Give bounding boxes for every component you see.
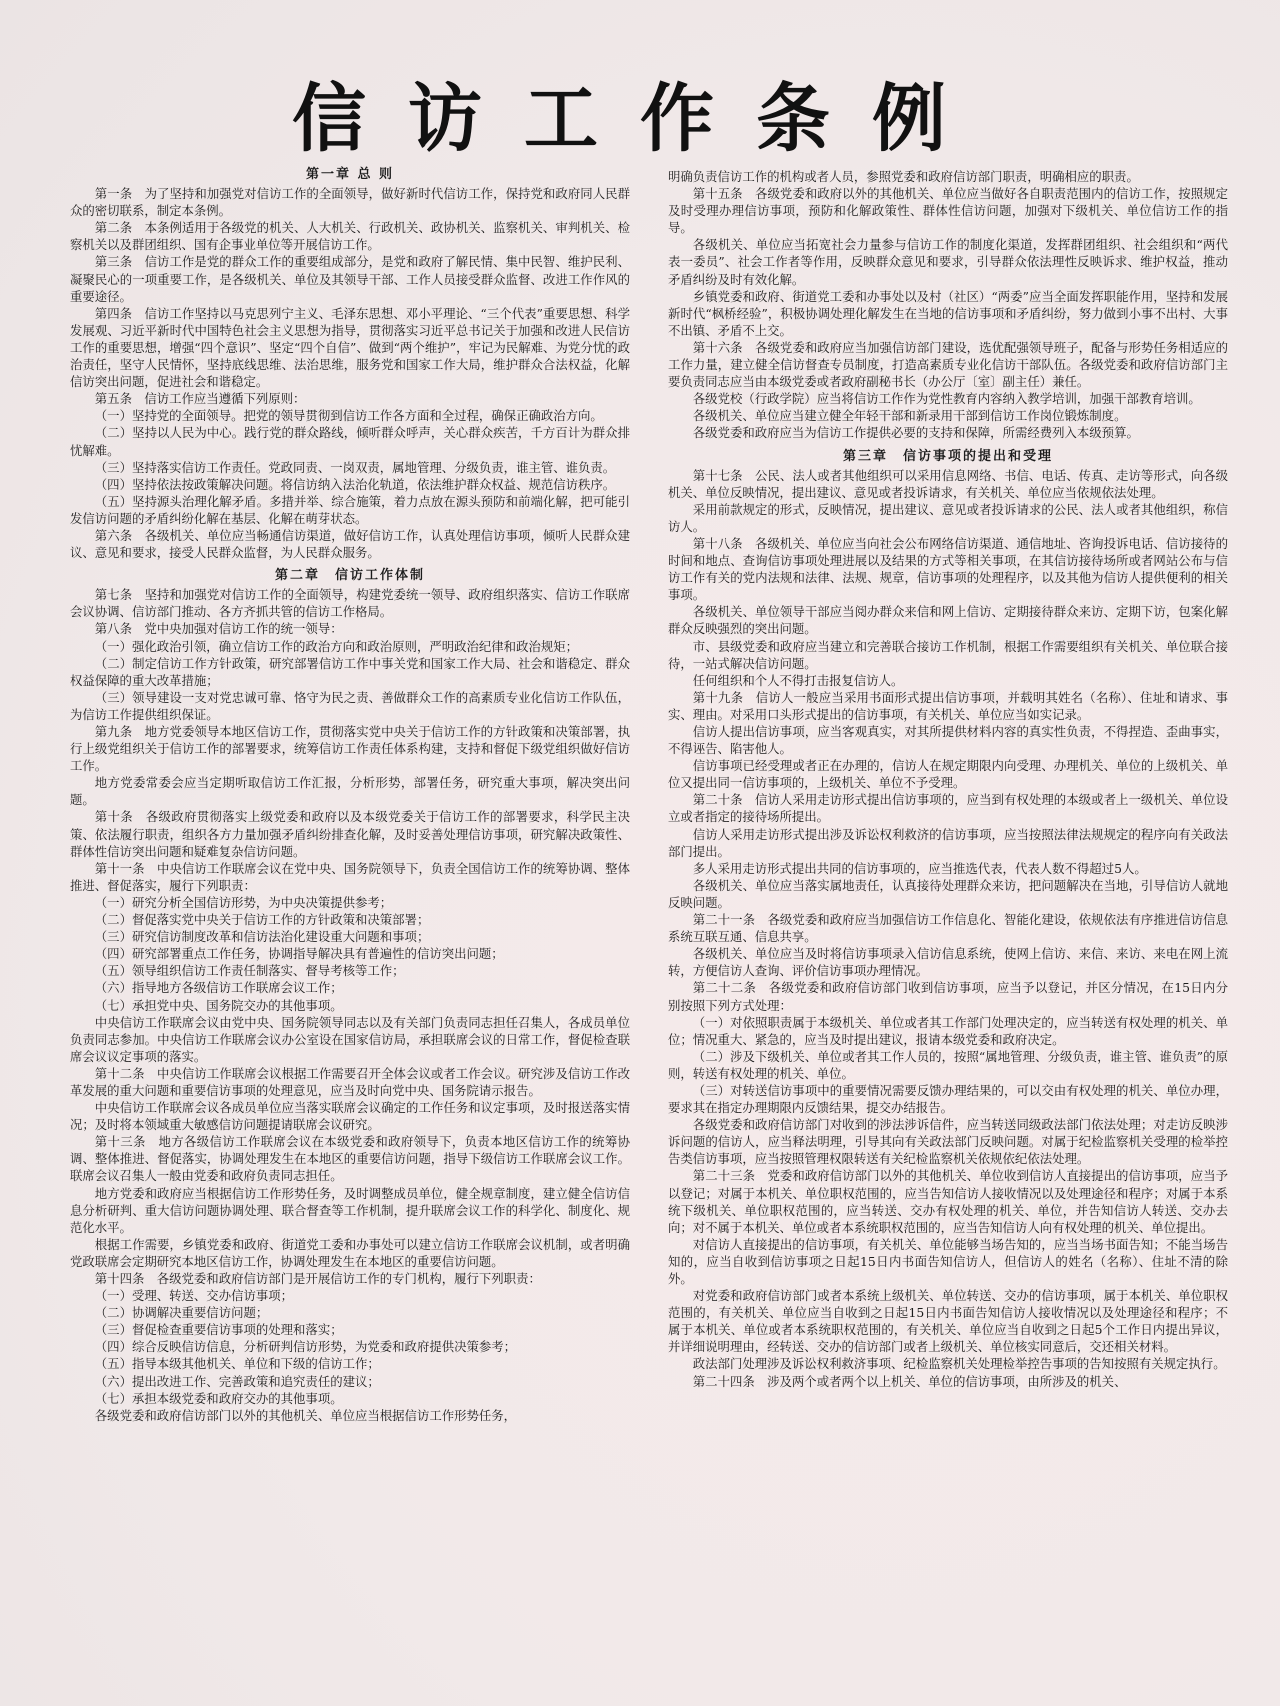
paragraph: 信访事项已经受理或者正在办理的，信访人在规定期限内向受理、办理机关、单位的上级机关、单位又提出同一信访事项的，上级机关、单位不予受理。 (668, 758, 1228, 791)
paragraph: 第十七条 公民、法人或者其他组织可以采用信息网络、书信、电话、传真、走访等形式，向各级机关、单位反映情况，提出建议、意见或者投诉请求，有关机关、单位应当依规依法处理。 (668, 467, 1228, 500)
list-item: （七）承担本级党委和政府交办的其他事项。 (94, 1390, 343, 1406)
paragraph: 采用前款规定的形式，反映情况，提出建议、意见或者投诉请求的公民、法人或者其他组织，称信访人。 (668, 501, 1228, 534)
paragraph: 第二十一条 各级党委和政府应当加强信访工作信息化、智能化建设，依规依法有序推进信访信息系统互联互通、信息共享。 (668, 912, 1228, 945)
paragraph: 各级机关、单位应当拓宽社会力量参与信访工作的制度化渠道，发挥群团组织、社会组织和“两代表一委员”、社会工作者等作用，反映群众意见和要求，引导群众依法理性反映诉求、维护权益，推动矛盾纠纷及时有效化解。 (668, 237, 1228, 287)
paragraph: （四）坚持依法按政策解决问题。将信访纳入法治化轨道，依法维护群众权益、规范信访秩序。 (94, 476, 616, 492)
paragraph: 中央信访工作联席会议各成员单位应当落实联席会议确定的工作任务和议定事项，及时报送落实情况；及时将本领域重大敏感信访问题提请联席会议研究。 (70, 1100, 630, 1133)
paragraph: 对党委和政府信访部门或者本系统上级机关、单位转送、交办的信访事项，属于本机关、单位职权范围的，有关机关、单位应当自收到之日起15日内书面告知信访人接收情况以及处理途径和程序；不属于本机关、单位或者本系统职权范围的，有关机关、单位应当自收到之日起5个工作日内提出异议，并详细说明理由，经转送、交办的信访部门或者上级机关、单位核实同意后，交还相关材料。 (668, 1288, 1228, 1355)
paragraph: 多人采用走访形式提出共同的信访事项的，应当推选代表，代表人数不得超过5人。 (692, 860, 1147, 876)
list-item: （四）综合反映信访信息，分析研判信访形势，为党委和政府提供决策参考； (94, 1339, 517, 1355)
paragraph: 各级党校（行政学院）应当将信访工作作为党性教育内容纳入教学培训，加强干部教育培训。 (692, 391, 1201, 407)
paragraph: 第二十四条 涉及两个或者两个以上机关、单位的信访事项，由所涉及的机关、 (692, 1373, 1127, 1389)
paragraph: 第十一条 中央信访工作联席会议在党中央、国务院领导下，负责全国信访工作的统筹协调、整体推进、督促落实，履行下列职责： (70, 860, 630, 893)
paragraph: 信访人采用走访形式提出涉及诉讼权利救济的信访事项，应当按照法律法规规定的程序向有关政法部门提出。 (668, 826, 1228, 859)
paragraph: 各级党委和政府信访部门以外的其他机关、单位应当根据信访工作形势任务， (94, 1407, 517, 1423)
paragraph: 各级机关、单位应当落实属地责任，认真接待处理群众来访，把问题解决在当地，引导信访人就地反映问题。 (668, 877, 1228, 910)
paragraph: 第十三条 地方各级信访工作联席会议在本级党委和政府领导下，负责本地区信访工作的统筹协调、整体推进、督促落实，协调处理发生在本地区的重要信访问题，指导下级信访工作联席会议工作。联席会议召集人一般由党委和政府负责同志担任。 (70, 1134, 630, 1184)
list-item: （五）指导本级其他机关、单位和下级的信访工作； (94, 1356, 380, 1372)
paragraph: 信访人提出信访事项，应当客观真实，对其所提供材料内容的真实性负责，不得捏造、歪曲事实，不得诬告、陷害他人。 (668, 724, 1228, 757)
paragraph: 第七条 坚持和加强党对信访工作的全面领导，构建党委统一领导、政府组织落实、信访工作联席会议协调、信访部门推动、各方齐抓共管的信访工作格局。 (70, 587, 630, 620)
list-item: （三）督促检查重要信访事项的处理和落实； (94, 1322, 343, 1338)
paragraph: 第十八条 各级机关、单位应当向社会公布网络信访渠道、通信地址、咨询投诉电话、信访接待的时间和地点、查询信访事项处理进展以及结果的方式等相关事项，在其信访接待场所或者网站公布与信访工作有关的党内法规和法律、法规、规章，信访事项的处理程序，以及其他为信访人提供便利的相关事项。 (668, 535, 1228, 603)
paragraph: 地方党委和政府应当根据信访工作形势任务，及时调整成员单位，健全规章制度，建立健全信访信息分析研判、重大信访问题协调处理、联合督查等工作机制，提升联席会议工作的科学化、制度化、规范化水平。 (70, 1185, 630, 1235)
paragraph: 政法部门处理涉及诉讼权利救济事项、纪检监察机关处理检举控告事项的告知按照有关规定执行。 (692, 1356, 1226, 1372)
paragraph: 各级机关、单位应当及时将信访事项录入信访信息系统，使网上信访、来信、来访、来电在网上流转，方便信访人查询、评价信访事项办理情况。 (668, 946, 1228, 979)
paragraph: （三）对转送信访事项中的重要情况需要反馈办理结果的，可以交由有权处理的机关、单位办理，要求其在指定办理期限内反馈结果，提交办结报告。 (668, 1082, 1228, 1116)
paragraph: 第一条 为了坚持和加强党对信访工作的全面领导，做好新时代信访工作，保持党和政府同人民群众的密切联系，制定本条例。 (70, 186, 630, 219)
list-item: （六）提出改进工作、完善政策和追究责任的建议； (94, 1373, 380, 1389)
paragraph: 第十六条 各级党委和政府应当加强信访部门建设，选优配强领导班子，配备与形势任务相适应的工作力量，建立健全信访督查专员制度，打造高素质专业化信访干部队伍。各级党委和政府信访部门主要负责同志应当由本级党委或者政府副秘书长（办公厅〔室〕副主任）兼任。 (668, 339, 1228, 390)
paragraph: （三）坚持落实信访工作责任。党政同责、一岗双责，属地管理、分级负责，谁主管、谁负责。 (94, 459, 616, 475)
paragraph: 第二条 本条例适用于各级党的机关、人大机关、行政机关、政协机关、监察机关、审判机关、检察机关以及群团组织、国有企事业单位等开展信访工作。 (70, 220, 630, 253)
paragraph: （一）对依照职责属于本级机关、单位或者其工作部门处理决定的，应当转送有权处理的机关、单位；情况重大、紧急的，应当及时提出建议，报请本级党委和政府决定。 (668, 1014, 1228, 1047)
list-item: （二）协调解决重要信访问题； (94, 1305, 269, 1321)
paragraph: （二）制定信访工作方针政策，研究部署信访工作中事关党和国家工作大局、社会和谐稳定、群众权益保障的重大改革措施； (70, 655, 630, 688)
paragraph: 各级党委和政府应当为信访工作提供必要的支持和保障，所需经费列入本级预算。 (692, 425, 1139, 441)
paragraph: （一）坚持党的全面领导。把党的领导贯彻到信访工作各方面和全过程，确保正确政治方向。 (94, 408, 603, 424)
list-item: （六）指导地方各级信访工作联席会议工作； (94, 980, 343, 996)
paragraph: 根据工作需要，乡镇党委和政府、街道党工委和办事处可以建立信访工作联席会议机制，或者明确党政联席会定期研究本地区信访工作，协调处理发生在本地区的重要信访问题。 (70, 1236, 630, 1269)
paragraph: 第十二条 中央信访工作联席会议根据工作需要召开全体会议或者工作会议。研究涉及信访工作改革发展的重大问题和重要信访事项的处理意见，应当及时向党中央、国务院请示报告。 (70, 1065, 630, 1098)
paragraph: 第十四条 各级党委和政府信访部门是开展信访工作的专门机构，履行下列职责： (94, 1271, 541, 1286)
list-item: （三）研究信访制度改革和信访法治化建设重大问题和事项； (94, 929, 430, 945)
list-item: （二）督促落实党中央关于信访工作的方针政策和决策部署； (94, 912, 430, 928)
list-item: （七）承担党中央、国务院交办的其他事项。 (94, 997, 343, 1013)
list-item: （一）研究分析全国信访形势，为中央决策提供参考； (94, 894, 393, 910)
paragraph: 第五条 信访工作应当遵循下列原则： (94, 391, 306, 407)
paragraph: 第六条 各级机关、单位应当畅通信访渠道，做好信访工作，认真处理信访事项，倾听人民群众建议、意见和要求，接受人民群众监督，为人民群众服务。 (70, 527, 630, 561)
paragraph: 第十五条 各级党委和政府以外的其他机关、单位应当做好各自职责范围内的信访工作，按照规定及时受理办理信访事项，预防和化解政策性、群体性信访问题，加强对下级机关、单位信访工作的指导。 (668, 186, 1228, 236)
paragraph: 第三条 信访工作是党的群众工作的重要组成部分，是党和政府了解民情、集中民智、维护民利、凝聚民心的一项重要工作，是各级机关、单位及其领导干部、工作人员接受群众监督、改进工作作风的重要途径。 (70, 254, 630, 304)
paragraph: （二）涉及下级机关、单位或者其工作人员的，按照“属地管理、分级负责，谁主管、谁负责”的原则，转送有权处理的机关、单位。 (668, 1048, 1228, 1081)
paragraph: 第四条 信访工作坚持以马克思列宁主义、毛泽东思想、邓小平理论、“三个代表”重要思想、科学发展观、习近平新时代中国特色社会主义思想为指导，贯彻落实习近平总书记关于加强和改进人民信访工作的重要思想，增强“四个意识”、坚定“四个自信”、做到“两个维护”，牢记为民解难、为党分忧的政治责任，坚守人民情怀，坚持底线思维、法治思维，服务党和国家工作大局，维护群众合法权益，化解信访突出问题，促进社会和谐稳定。 (70, 305, 630, 390)
paragraph: 中央信访工作联席会议由党中央、国务院领导同志以及有关部门负责同志担任召集人，各成员单位负责同志参加。中央信访工作联席会议办公室设在国家信访局，承担联席会议的日常工作，督促检查联席会议议定事项的落实。 (70, 1014, 630, 1064)
paragraph: 任何组织和个人不得打击报复信访人。 (692, 672, 904, 688)
paragraph: 各级机关、单位应当建立健全年轻干部和新录用干部到信访工作岗位锻炼制度。 (692, 408, 1127, 424)
list-item: （五）领导组织信访工作责任制落实、督导考核等工作； (94, 963, 405, 979)
paragraph: 市、县级党委和政府应当建立和完善联合接访工作机制，根据工作需要组织有关机关、单位联合接待，一站式解决信访问题。 (668, 638, 1228, 671)
paragraph: 各级机关、单位领导干部应当阅办群众来信和网上信访、定期接待群众来访、定期下访，包案化解群众反映强烈的突出问题。 (668, 604, 1228, 637)
list-item: （四）研究部署重点工作任务，协调指导解决具有普遍性的信访突出问题； (94, 946, 504, 962)
paragraph: 第二十二条 各级党委和政府信访部门收到信访事项，应当予以登记，并区分情况，在15日内分别按照下列方式处理： (668, 980, 1228, 1013)
chapter-heading: 第二章 信访工作体制 (274, 568, 425, 584)
paragraph: （一）强化政治引领，确立信访工作的政治方向和政治原则，严明政治纪律和政治规矩； (94, 638, 579, 654)
list-item: （一）受理、转送、交办信访事项； (94, 1288, 294, 1304)
paragraph: （三）领导建设一支对党忠诚可靠、恪守为民之责、善做群众工作的高素质专业化信访工作队伍，为信访工作提供组织保证。 (70, 689, 630, 722)
paragraph: 第九条 地方党委领导本地区信访工作，贯彻落实党中央关于信访工作的方针政策和决策部署，执行上级党组织关于信访工作的部署要求，统筹信访工作责任体系构建，支持和督促下级党组织做好信访工作。 (70, 724, 630, 774)
paragraph: 第十九条 信访人一般应当采用书面形式提出信访事项，并载明其姓名（名称）、住址和请求、事实、理由。对采用口头形式提出的信访事项，有关机关、单位应当如实记录。 (668, 689, 1228, 722)
paragraph: 第二十条 信访人采用走访形式提出信访事项的，应当到有权处理的本级或者上一级机关、单位设立或者指定的接待场所提出。 (668, 792, 1228, 825)
right-column (668, 168, 1228, 1390)
document-title: 信访工作条例 (292, 76, 988, 162)
paragraph: （五）坚持源头治理化解矛盾。多措并举、综合施策，着力点放在源头预防和前端化解，把可能引发信访问题的矛盾纠纷化解在基层、化解在萌芽状态。 (70, 493, 630, 526)
paragraph: 第八条 党中央加强对信访工作的统一领导： (94, 621, 343, 637)
paragraph: 第二十三条 党委和政府信访部门以外的其他机关、单位收到信访人直接提出的信访事项，应当予以登记；对属于本机关、单位职权范围的，应当告知信访人接收情况以及处理途径和程序；对属于本系统下级机关、单位职权范围的，应当转送、交办有权处理的机关、单位，并告知信访人转送、交办去向；对不属于本机关、单位或者本系统职权范围的，应当告知信访人向有权处理的机关、单位提出。 (668, 1168, 1228, 1235)
paragraph: 各级党委和政府信访部门对收到的涉法涉诉信件，应当转送同级政法部门依法处理；对走访反映涉诉问题的信访人，应当释法明理，引导其向有关政法部门反映问题。对属于纪检监察机关受理的检举控告类信访事项，应当按照管理权限转送有关纪检监察机关依规依纪依法处理。 (668, 1117, 1228, 1167)
paragraph: 对信访人直接提出的信访事项，有关机关、单位能够当场告知的，应当当场书面告知；不能当场告知的，应当自收到信访事项之日起15日内书面告知信访人，但信访人的姓名（名称）、住址不清的除外。 (668, 1236, 1228, 1286)
paragraph: （二）坚持以人民为中心。践行党的群众路线，倾听群众呼声，关心群众疾苦，千方百计为群众排忧解难。 (70, 425, 630, 458)
chapter-heading: 第三章 信访事项的提出和受理 (842, 448, 1053, 464)
paragraph: 地方党委常委会应当定期听取信访工作汇报，分析形势，部署任务，研究重大事项，解决突出问题。 (70, 775, 630, 808)
paragraph: 明确负责信访工作的机构或者人员，参照党委和政府信访部门职责，明确相应的职责。 (668, 169, 1139, 184)
paragraph: 乡镇党委和政府、街道党工委和办事处以及村（社区）“两委”应当全面发挥职能作用，坚持和发展新时代“枫桥经验”，积极协调处理化解发生在当地的信访事项和矛盾纠纷，努力做到小事不出村、大事不出镇、矛盾不上交。 (668, 288, 1228, 338)
paragraph: 第十条 各级政府贯彻落实上级党委和政府以及本级党委关于信访工作的部署要求，科学民主决策、依法履行职责，组织各方力量加强矛盾纠纷排查化解，及时妥善处理信访事项，研究解决政策性、群体性信访突出问题和疑难复杂信访问题。 (70, 809, 630, 859)
left-column (70, 160, 630, 1424)
chapter-heading: 第一章 总 则 (305, 167, 395, 182)
